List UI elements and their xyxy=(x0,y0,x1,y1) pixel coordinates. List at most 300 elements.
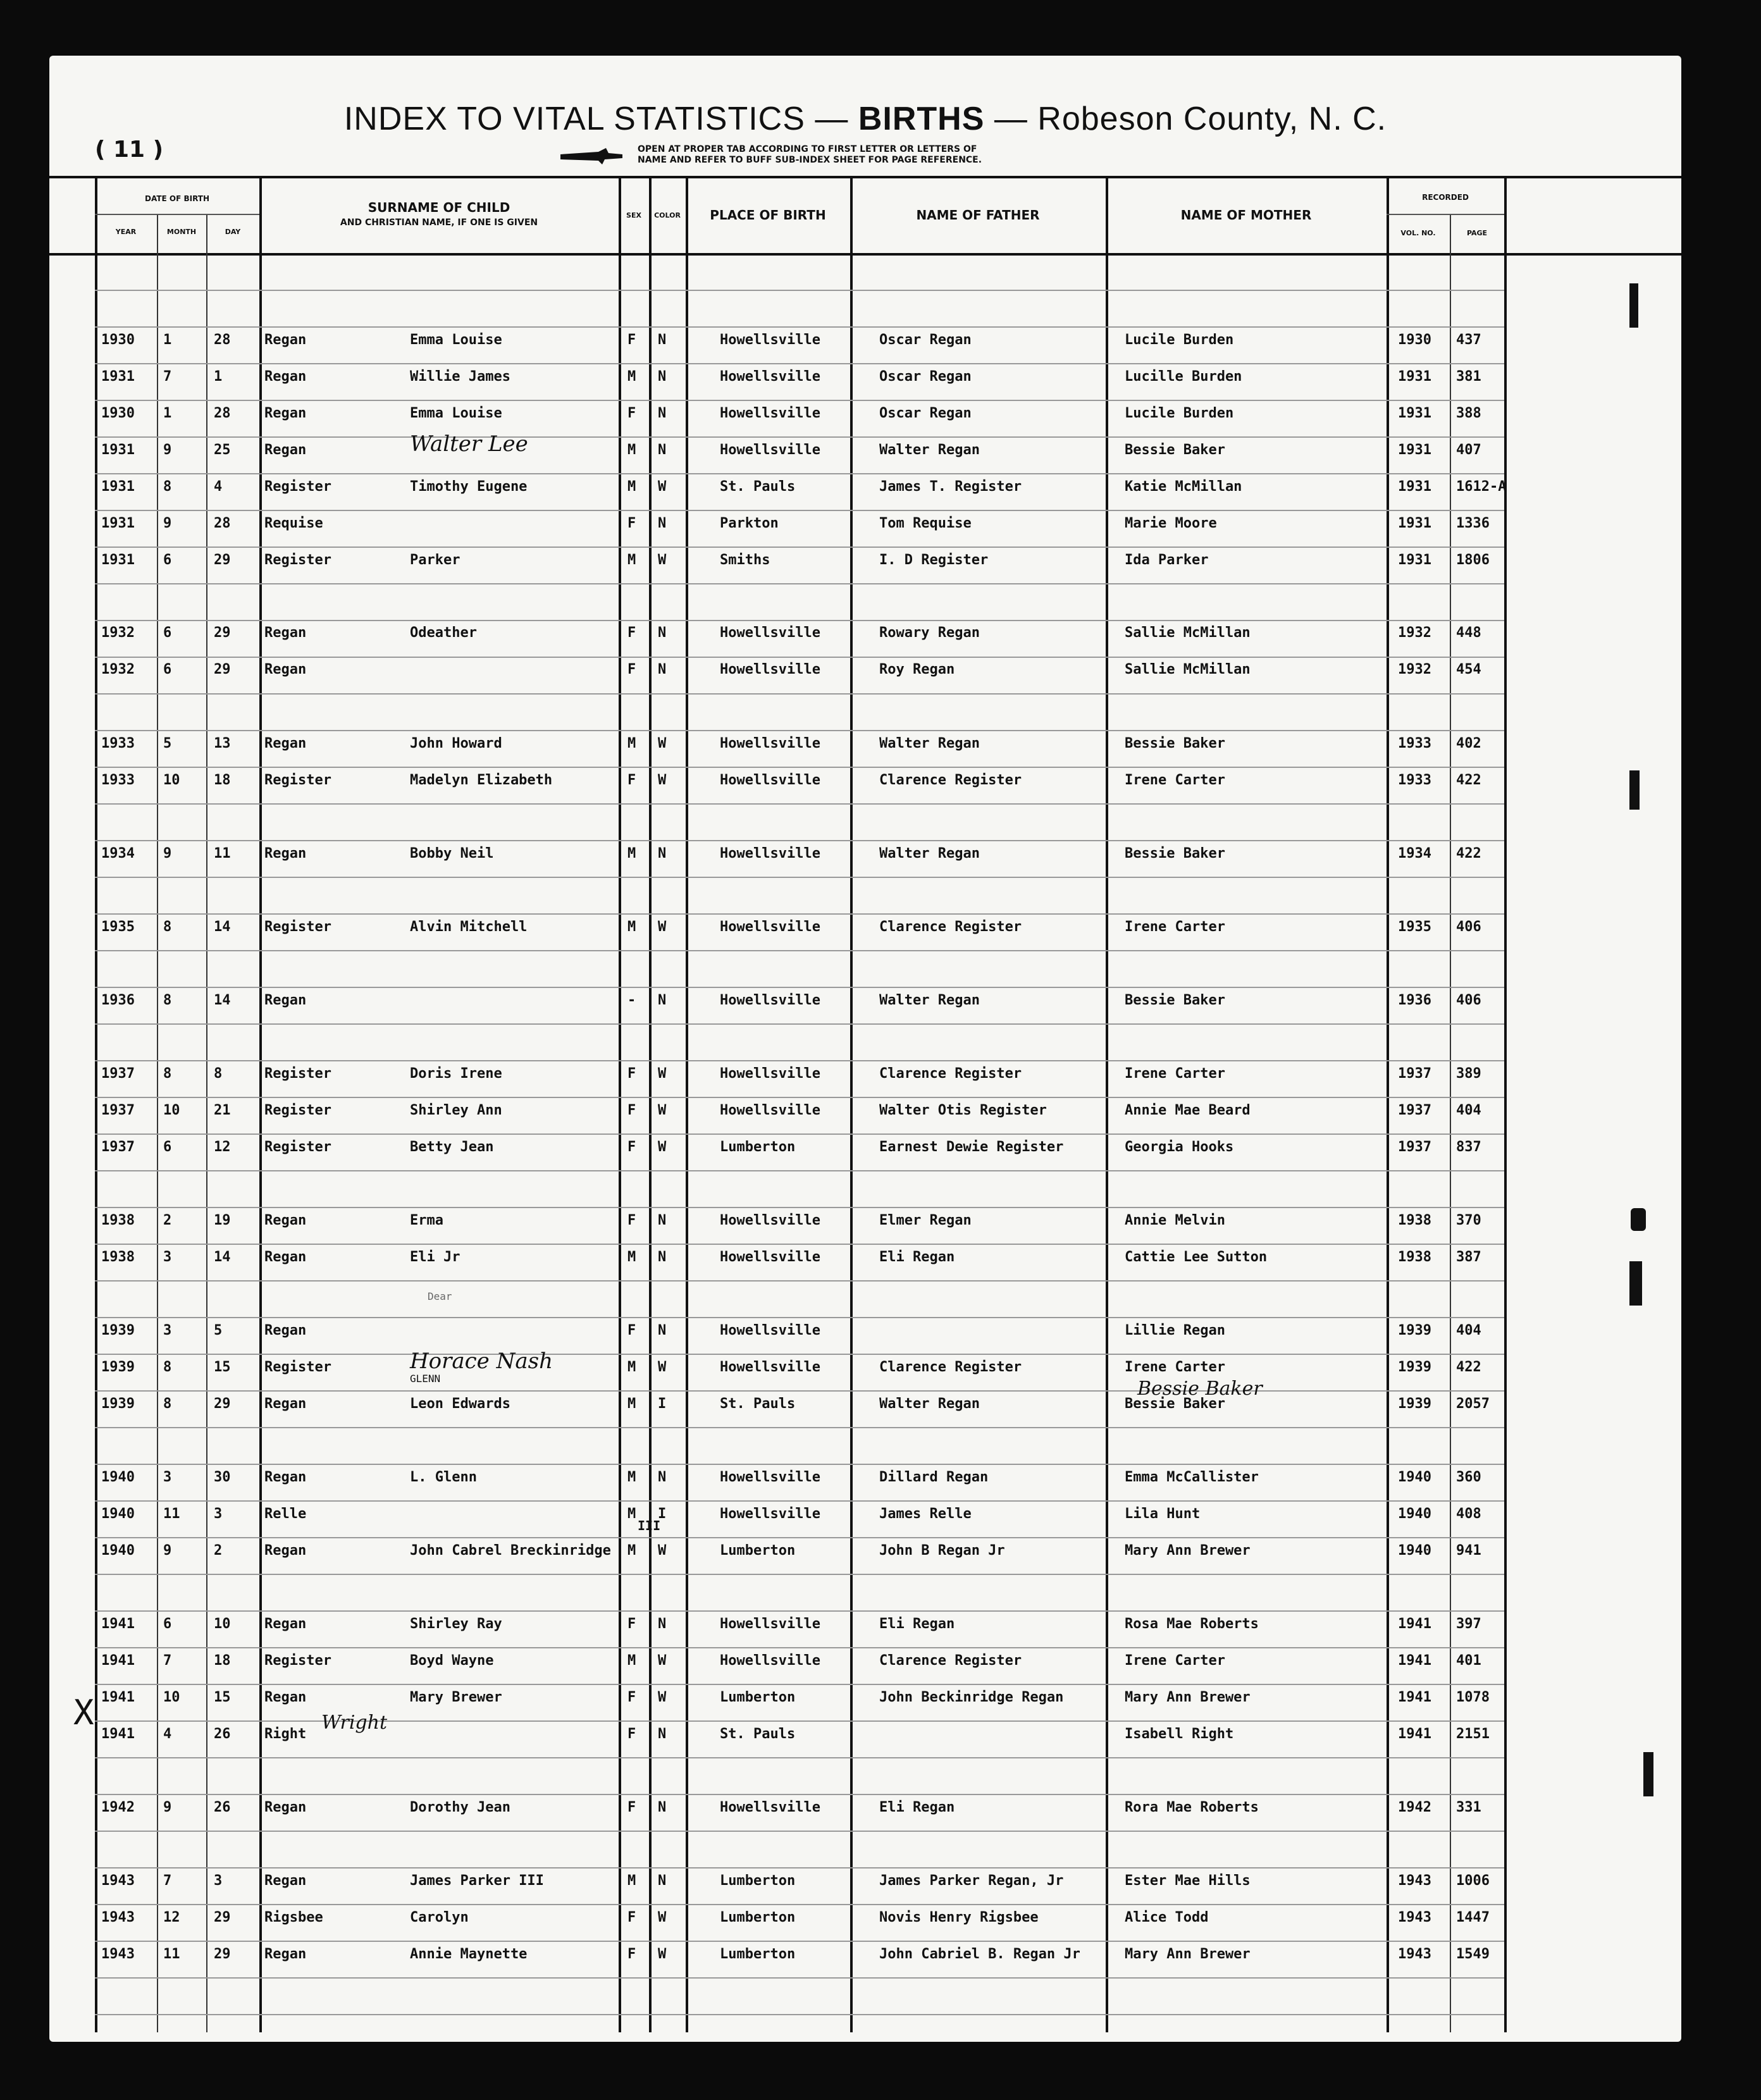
mother-cell: Irene Carter xyxy=(1125,919,1225,935)
mother-cell: Sallie McMillan xyxy=(1125,625,1251,641)
year-cell: 1938 xyxy=(101,1213,135,1228)
color-cell: W xyxy=(658,1910,667,1925)
given-name-cell: Willie James xyxy=(410,369,510,385)
year-cell: 1933 xyxy=(101,772,135,788)
row-line xyxy=(95,1390,1504,1392)
instructions: OPEN AT PROPER TAB ACCORDING TO FIRST LETTER OR LETTERS OF NAME AND REFER TO BUFF SUB-INDEX SHEET FOR PAGE REFERENCE. xyxy=(638,144,982,165)
father-cell: Oscar Regan xyxy=(879,405,972,421)
sex-cell: F xyxy=(627,1616,636,1632)
year-cell: 1943 xyxy=(101,1946,135,1962)
mother-cell: Ester Mae Hills xyxy=(1125,1873,1251,1889)
sex-cell: M xyxy=(627,1396,636,1412)
color-cell: W xyxy=(658,479,667,495)
color-cell: N xyxy=(658,625,667,641)
mother-cell: Annie Mae Beard xyxy=(1125,1102,1251,1118)
place-cell: Howellsville xyxy=(720,332,820,348)
sex-cell: M xyxy=(627,1653,636,1669)
row-line xyxy=(95,1097,1504,1098)
vol-cell: 1931 xyxy=(1398,442,1431,458)
vol-cell: 1943 xyxy=(1398,1946,1431,1962)
grid-line xyxy=(157,214,158,2032)
color-cell: N xyxy=(658,662,667,677)
page-cell: 1612-A xyxy=(1456,479,1507,495)
color-cell: W xyxy=(658,552,667,568)
row-line xyxy=(95,840,1504,841)
page-title: INDEX TO VITAL STATISTICS — BIRTHS — Robeson County, N. C. xyxy=(343,101,1387,137)
given-name-cell: Doris Irene xyxy=(410,1066,502,1082)
color-cell: N xyxy=(658,1726,667,1742)
sex-cell: M xyxy=(627,919,636,935)
page-cell: 2057 xyxy=(1456,1396,1490,1412)
color-cell: N xyxy=(658,516,667,531)
page-cell: 381 xyxy=(1456,369,1481,385)
given-name-cell: John Howard xyxy=(410,736,502,751)
place-cell: Howellsville xyxy=(720,1359,820,1375)
year-cell: 1932 xyxy=(101,662,135,677)
color-cell: W xyxy=(658,1102,667,1118)
month-cell: 10 xyxy=(163,1689,180,1705)
mother-cell: Marie Moore xyxy=(1125,516,1217,531)
header-color: COLOR xyxy=(654,211,681,219)
surname-cell: Regan xyxy=(264,1616,307,1632)
grid-line xyxy=(619,176,621,2032)
vol-cell: 1939 xyxy=(1398,1359,1431,1375)
day-cell: 18 xyxy=(214,1653,231,1669)
place-cell: Howellsville xyxy=(720,662,820,677)
bessie-handwritten: Bessie Baker xyxy=(1137,1378,1263,1400)
father-cell: Walter Regan xyxy=(879,442,980,458)
father-cell: Roy Regan xyxy=(879,662,955,677)
row-line xyxy=(95,913,1504,915)
day-cell: 5 xyxy=(214,1323,223,1338)
place-cell: Lumberton xyxy=(720,1139,796,1155)
sex-cell: M xyxy=(627,442,636,458)
vol-cell: 1936 xyxy=(1398,992,1431,1008)
row-line xyxy=(95,1317,1504,1318)
mother-cell: Georgia Hooks xyxy=(1125,1139,1234,1155)
vol-cell: 1932 xyxy=(1398,625,1431,641)
header-page: PAGE xyxy=(1466,229,1488,237)
place-cell: Howellsville xyxy=(720,1616,820,1632)
year-cell: 1940 xyxy=(101,1469,135,1485)
color-cell: W xyxy=(658,1066,667,1082)
surname-cell: Register xyxy=(264,772,331,788)
year-cell: 1941 xyxy=(101,1616,135,1632)
mother-cell: Sallie McMillan xyxy=(1125,662,1251,677)
page-cell: 406 xyxy=(1456,919,1481,935)
page-cell: 422 xyxy=(1456,772,1481,788)
year-cell: 1942 xyxy=(101,1800,135,1815)
place-cell: Howellsville xyxy=(720,369,820,385)
row-line xyxy=(95,987,1504,988)
color-cell: W xyxy=(658,736,667,751)
grid-line xyxy=(95,214,259,215)
father-cell: Walter Regan xyxy=(879,846,980,862)
row-line xyxy=(95,1904,1504,1905)
x-mark-annotation: X xyxy=(73,1693,94,1732)
sex-cell: F xyxy=(627,772,636,788)
place-cell: Howellsville xyxy=(720,1506,820,1522)
surname-cell: Regan xyxy=(264,1946,307,1962)
mother-cell: Annie Melvin xyxy=(1125,1213,1225,1228)
place-cell: Parkton xyxy=(720,516,779,531)
header-mother: NAME OF MOTHER xyxy=(1180,207,1312,223)
vol-cell: 1937 xyxy=(1398,1066,1431,1082)
given-name-cell: Annie Maynette xyxy=(410,1946,528,1962)
given-name-cell: Emma Louise xyxy=(410,405,502,421)
month-cell: 10 xyxy=(163,1102,180,1118)
year-cell: 1930 xyxy=(101,332,135,348)
sex-cell: F xyxy=(627,662,636,677)
vol-cell: 1937 xyxy=(1398,1139,1431,1155)
day-cell: 26 xyxy=(214,1726,231,1742)
mother-cell: Cattie Lee Sutton xyxy=(1125,1249,1268,1265)
surname-cell: Regan xyxy=(264,625,307,641)
surname-cell: Requise xyxy=(264,516,323,531)
father-cell: Oscar Regan xyxy=(879,332,972,348)
surname-cell: Regan xyxy=(264,662,307,677)
year-cell: 1939 xyxy=(101,1359,135,1375)
page-cell: 407 xyxy=(1456,442,1481,458)
father-cell: Dillard Regan xyxy=(879,1469,989,1485)
vol-cell: 1940 xyxy=(1398,1469,1431,1485)
given-name-cell: Betty Jean xyxy=(410,1139,494,1155)
header-top-rule xyxy=(49,176,1681,178)
month-cell: 9 xyxy=(163,442,172,458)
mother-cell: Katie McMillan xyxy=(1125,479,1242,495)
place-cell: St. Pauls xyxy=(720,479,796,495)
tab-mark xyxy=(1629,1261,1642,1306)
day-cell: 25 xyxy=(214,442,231,458)
given-name-cell: L. Glenn xyxy=(410,1469,477,1485)
mother-cell: Irene Carter xyxy=(1125,772,1225,788)
surname-cell: Regan xyxy=(264,736,307,751)
year-cell: 1940 xyxy=(101,1506,135,1522)
row-line xyxy=(95,400,1504,401)
sex-cell: F xyxy=(627,1946,636,1962)
father-cell: John Cabriel B. Regan Jr xyxy=(879,1946,1080,1962)
place-cell: Howellsville xyxy=(720,772,820,788)
day-cell: 11 xyxy=(214,846,231,862)
page-cell: 2151 xyxy=(1456,1726,1490,1742)
day-cell: 29 xyxy=(214,1396,231,1412)
header-surname: SURNAME OF CHILD AND CHRISTIAN NAME, IF ONE IS GIVEN xyxy=(340,200,538,228)
father-cell: Oscar Regan xyxy=(879,369,972,385)
father-cell: Tom Requise xyxy=(879,516,972,531)
year-cell: 1943 xyxy=(101,1910,135,1925)
row-line xyxy=(95,1170,1504,1171)
row-line xyxy=(95,1867,1504,1868)
row-line xyxy=(95,877,1504,878)
father-cell: John Beckinridge Regan xyxy=(879,1689,1064,1705)
given-name-cell: Mary Brewer xyxy=(410,1689,502,1705)
grid-line xyxy=(686,176,688,2032)
grid-line xyxy=(1387,176,1389,2032)
vol-cell: 1931 xyxy=(1398,552,1431,568)
header-place-of-birth: PLACE OF BIRTH xyxy=(710,207,826,223)
sex-cell: F xyxy=(627,1323,636,1338)
surname-cell: Regan xyxy=(264,1213,307,1228)
given-name-cell: Boyd Wayne xyxy=(410,1653,494,1669)
row-line xyxy=(95,290,1504,291)
month-cell: 11 xyxy=(163,1506,180,1522)
place-cell: Lumberton xyxy=(720,1873,796,1889)
page-cell: 837 xyxy=(1456,1139,1481,1155)
sex-cell: F xyxy=(627,1910,636,1925)
row-line xyxy=(95,547,1504,548)
color-cell: N xyxy=(658,405,667,421)
place-cell: Howellsville xyxy=(720,442,820,458)
month-cell: 8 xyxy=(163,919,172,935)
day-cell: 1 xyxy=(214,369,223,385)
father-cell: Walter Regan xyxy=(879,1396,980,1412)
month-cell: 12 xyxy=(163,1910,180,1925)
vol-cell: 1939 xyxy=(1398,1396,1431,1412)
mother-cell: Bessie Baker xyxy=(1125,736,1225,751)
year-cell: 1938 xyxy=(101,1249,135,1265)
mother-cell: Emma McCallister xyxy=(1125,1469,1259,1485)
month-cell: 1 xyxy=(163,405,172,421)
row-line xyxy=(95,1684,1504,1685)
color-cell: N xyxy=(658,442,667,458)
year-cell: 1941 xyxy=(101,1653,135,1669)
row-line xyxy=(95,1207,1504,1208)
color-cell: N xyxy=(658,1800,667,1815)
year-cell: 1931 xyxy=(101,369,135,385)
month-cell: 8 xyxy=(163,1066,172,1082)
day-cell: 29 xyxy=(214,662,231,677)
year-cell: 1937 xyxy=(101,1066,135,1082)
row-line xyxy=(95,1060,1504,1061)
mother-cell: Lucile Burden xyxy=(1125,332,1234,348)
surname-cell: Register xyxy=(264,1359,331,1375)
day-cell: 4 xyxy=(214,479,223,495)
day-cell: 18 xyxy=(214,772,231,788)
sex-cell: M xyxy=(627,1359,636,1375)
mother-cell: Bessie Baker xyxy=(1125,992,1225,1008)
color-cell: N xyxy=(658,1469,667,1485)
row-line xyxy=(95,1280,1504,1282)
surname-cell: Regan xyxy=(264,1689,307,1705)
mother-cell: Irene Carter xyxy=(1125,1653,1225,1669)
grid-line xyxy=(1450,214,1451,2032)
page-cell: 402 xyxy=(1456,736,1481,751)
surname-cell: Regan xyxy=(264,1323,307,1338)
given-name-cell: Odeather xyxy=(410,625,477,641)
mother-cell: Lucile Burden xyxy=(1125,405,1234,421)
given-name-cell: Eli Jr xyxy=(410,1249,460,1265)
surname-cell: Register xyxy=(264,479,331,495)
color-cell: W xyxy=(658,1359,667,1375)
vol-cell: 1931 xyxy=(1398,479,1431,495)
vol-cell: 1940 xyxy=(1398,1506,1431,1522)
place-cell: Howellsville xyxy=(720,405,820,421)
vol-cell: 1943 xyxy=(1398,1873,1431,1889)
row-line xyxy=(95,803,1504,805)
vol-cell: 1932 xyxy=(1398,662,1431,677)
volume-label: ( 11 ) xyxy=(95,137,164,163)
row-line xyxy=(95,1977,1504,1979)
father-cell: James Relle xyxy=(879,1506,972,1522)
month-cell: 6 xyxy=(163,625,172,641)
sex-cell: F xyxy=(627,1726,636,1742)
surname-cell: Regan xyxy=(264,1396,307,1412)
place-cell: Howellsville xyxy=(720,1066,820,1082)
sex-cell: M xyxy=(627,1873,636,1889)
surname-cell: Regan xyxy=(264,332,307,348)
surname-cell: Rigsbee xyxy=(264,1910,323,1925)
month-cell: 4 xyxy=(163,1726,172,1742)
vol-cell: 1935 xyxy=(1398,919,1431,935)
sex-cell: F xyxy=(627,625,636,641)
year-cell: 1940 xyxy=(101,1543,135,1559)
place-cell: Lumberton xyxy=(720,1689,796,1705)
row-line xyxy=(95,326,1504,328)
color-cell: W xyxy=(658,1653,667,1669)
color-cell: W xyxy=(658,919,667,935)
father-cell: Clarence Register xyxy=(879,1359,1022,1375)
color-cell: W xyxy=(658,1139,667,1155)
vol-cell: 1941 xyxy=(1398,1616,1431,1632)
day-cell: 15 xyxy=(214,1359,231,1375)
page-cell: 1336 xyxy=(1456,516,1490,531)
header-month: MONTH xyxy=(166,228,197,236)
place-cell: Howellsville xyxy=(720,1800,820,1815)
mother-cell: Mary Ann Brewer xyxy=(1125,1689,1251,1705)
day-cell: 29 xyxy=(214,552,231,568)
page-cell: 404 xyxy=(1456,1323,1481,1338)
mother-cell: Irene Carter xyxy=(1125,1359,1225,1375)
page-cell: 389 xyxy=(1456,1066,1481,1082)
row-line xyxy=(95,767,1504,768)
vol-cell: 1941 xyxy=(1398,1689,1431,1705)
color-cell: W xyxy=(658,1946,667,1962)
page-cell: 1549 xyxy=(1456,1946,1490,1962)
page-cell: 448 xyxy=(1456,625,1481,641)
sex-cell: F xyxy=(627,1139,636,1155)
row-line xyxy=(95,657,1504,658)
sex-cell: M xyxy=(627,369,636,385)
color-cell: N xyxy=(658,332,667,348)
mother-cell: Rosa Mae Roberts xyxy=(1125,1616,1259,1632)
page-cell: 1078 xyxy=(1456,1689,1490,1705)
place-cell: Howellsville xyxy=(720,1102,820,1118)
given-name-cell: Timothy Eugene xyxy=(410,479,528,495)
vol-cell: 1938 xyxy=(1398,1213,1431,1228)
mother-cell: Bessie Baker xyxy=(1125,442,1225,458)
mother-cell: Irene Carter xyxy=(1125,1066,1225,1082)
page-cell: 397 xyxy=(1456,1616,1481,1632)
row-line xyxy=(95,1610,1504,1612)
vol-cell: 1941 xyxy=(1398,1726,1431,1742)
row-line xyxy=(95,1464,1504,1465)
father-cell: James T. Register xyxy=(879,479,1022,495)
place-cell: Howellsville xyxy=(720,1653,820,1669)
header-sex: SEX xyxy=(626,211,641,219)
mother-cell: Mary Ann Brewer xyxy=(1125,1946,1251,1962)
month-cell: 3 xyxy=(163,1249,172,1265)
header-recorded: RECORDED xyxy=(1422,193,1469,202)
row-line xyxy=(95,1537,1504,1538)
place-cell: St. Pauls xyxy=(720,1726,796,1742)
given-name-cell: John Cabrel Breckinridge xyxy=(410,1543,611,1559)
color-cell: N xyxy=(658,846,667,862)
father-cell: I. D Register xyxy=(879,552,989,568)
year-cell: 1932 xyxy=(101,625,135,641)
day-cell: 3 xyxy=(214,1873,223,1889)
father-cell: Elmer Regan xyxy=(879,1213,972,1228)
given-name-cell: Dorothy Jean xyxy=(410,1800,510,1815)
mother-cell: Lila Hunt xyxy=(1125,1506,1201,1522)
grid-line xyxy=(649,176,652,2032)
row-line xyxy=(95,693,1504,695)
vol-cell: 1934 xyxy=(1398,846,1431,862)
header-vol: VOL. NO. xyxy=(1400,229,1436,237)
dear-note: Dear xyxy=(428,1290,452,1302)
vol-cell: 1941 xyxy=(1398,1653,1431,1669)
color-cell: I xyxy=(658,1506,667,1522)
sex-cell: M xyxy=(627,479,636,495)
year-cell: 1930 xyxy=(101,405,135,421)
sex-cell: F xyxy=(627,405,636,421)
month-cell: 9 xyxy=(163,1543,172,1559)
place-cell: Smiths xyxy=(720,552,770,568)
place-cell: Howellsville xyxy=(720,1249,820,1265)
given-name-cell: Carolyn xyxy=(410,1910,469,1925)
day-cell: 12 xyxy=(214,1139,231,1155)
surname-cell: Register xyxy=(264,1139,331,1155)
father-cell: Clarence Register xyxy=(879,919,1022,935)
given-name-cell: Alvin Mitchell xyxy=(410,919,528,935)
day-cell: 14 xyxy=(214,1249,231,1265)
father-cell: John B Regan Jr xyxy=(879,1543,1005,1559)
surname-cell: Regan xyxy=(264,1543,307,1559)
given-name-cell: Shirley Ray xyxy=(410,1616,502,1632)
mother-cell: Rora Mae Roberts xyxy=(1125,1800,1259,1815)
month-cell: 6 xyxy=(163,1616,172,1632)
vol-cell: 1940 xyxy=(1398,1543,1431,1559)
surname-cell: Right xyxy=(264,1726,307,1742)
month-cell: 8 xyxy=(163,479,172,495)
vol-cell: 1930 xyxy=(1398,332,1431,348)
day-cell: 3 xyxy=(214,1506,223,1522)
mother-cell: Lucille Burden xyxy=(1125,369,1242,385)
month-cell: 5 xyxy=(163,736,172,751)
surname-cell: Regan xyxy=(264,405,307,421)
father-cell: Rowary Regan xyxy=(879,625,980,641)
vol-cell: 1938 xyxy=(1398,1249,1431,1265)
place-cell: Howellsville xyxy=(720,1213,820,1228)
given-name-cell: Madelyn Elizabeth xyxy=(410,772,553,788)
day-cell: 28 xyxy=(214,516,231,531)
row-line xyxy=(95,1244,1504,1245)
father-cell: Eli Regan xyxy=(879,1616,955,1632)
day-cell: 21 xyxy=(214,1102,231,1118)
page-cell: 437 xyxy=(1456,332,1481,348)
sex-cell: F xyxy=(627,332,636,348)
father-cell: Clarence Register xyxy=(879,772,1022,788)
father-cell: Novis Henry Rigsbee xyxy=(879,1910,1039,1925)
surname-cell: Regan xyxy=(264,1249,307,1265)
surname-cell: Regan xyxy=(264,442,307,458)
surname-cell: Register xyxy=(264,552,331,568)
mother-cell: Mary Ann Brewer xyxy=(1125,1543,1251,1559)
sex-cell: F xyxy=(627,1689,636,1705)
day-cell: 14 xyxy=(214,992,231,1008)
vol-cell: 1931 xyxy=(1398,405,1431,421)
vol-cell: 1939 xyxy=(1398,1323,1431,1338)
color-cell: W xyxy=(658,772,667,788)
